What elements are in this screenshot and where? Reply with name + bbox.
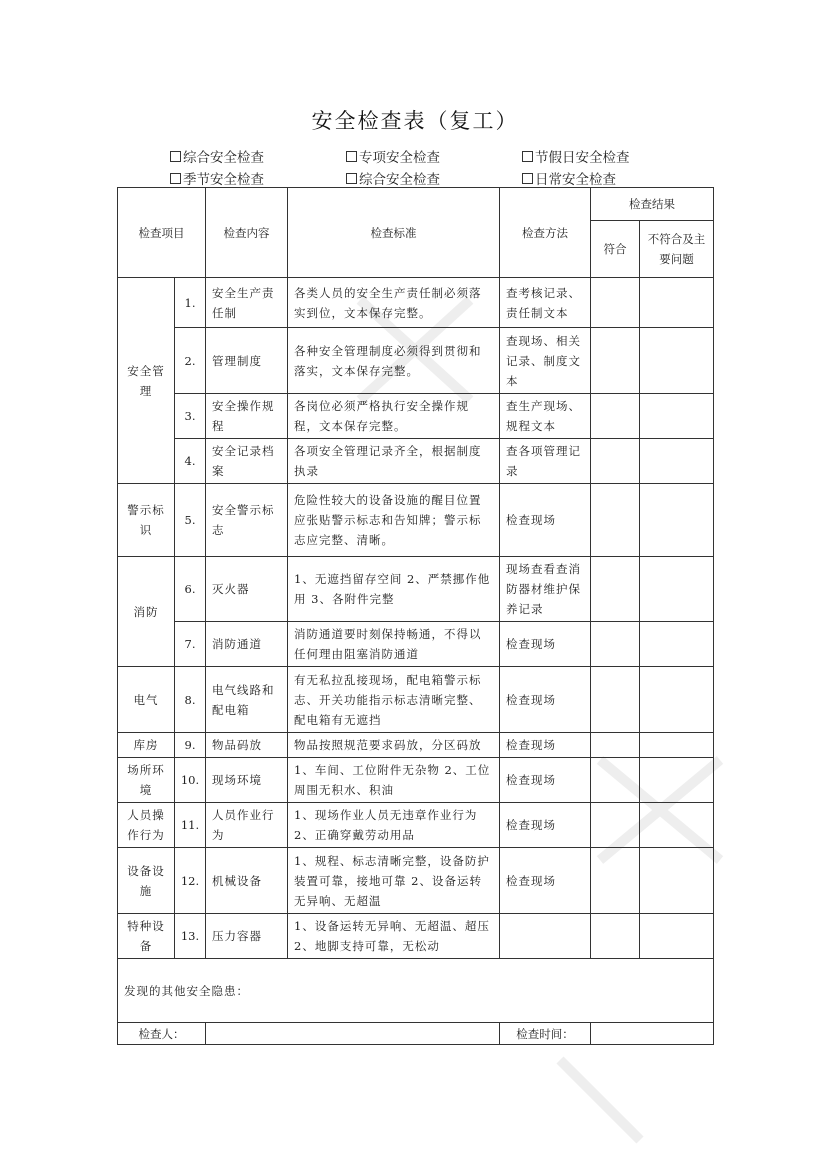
content-cell: 安全操作规程 xyxy=(206,394,288,439)
method-cell: 查考核记录、责任制文本 xyxy=(500,278,591,328)
fail-cell[interactable] xyxy=(640,484,714,557)
checkbox-icon[interactable] xyxy=(522,151,533,162)
content-cell: 灭火器 xyxy=(206,557,288,622)
category-cell: 库房 xyxy=(118,733,175,758)
header-fail: 不符合及主要问题 xyxy=(640,221,714,278)
standard-cell: 各岗位必须严格执行安全操作规程，文本保存完整。 xyxy=(288,394,500,439)
content-cell: 管理制度 xyxy=(206,328,288,394)
header-standard: 检查标准 xyxy=(288,188,500,278)
pass-cell[interactable] xyxy=(591,328,640,394)
fail-cell[interactable] xyxy=(640,439,714,484)
pass-cell[interactable] xyxy=(591,848,640,914)
content-cell: 人员作业行为 xyxy=(206,803,288,848)
standard-cell: 危险性较大的设备设施的醒目位置应张贴警示标志和告知牌；警示标志应完整、清晰。 xyxy=(288,484,500,557)
checkbox-seasonal[interactable]: 季节安全检查 xyxy=(170,168,346,188)
header-pass: 符合 xyxy=(591,221,640,278)
row-number: 11. xyxy=(175,803,206,848)
standard-cell: 1、现场作业人员无违章作业行为 2、正确穿戴劳动用品 xyxy=(288,803,500,848)
header-item: 检查项目 xyxy=(118,188,206,278)
row-number: 1. xyxy=(175,278,206,328)
standard-cell: 有无私拉乱接现场，配电箱警示标志、开关功能指示标志清晰完整、配电箱有无遮挡 xyxy=(288,667,500,733)
inspector-field[interactable] xyxy=(206,1023,500,1045)
fail-cell[interactable] xyxy=(640,733,714,758)
checkbox-daily[interactable]: 日常安全检查 xyxy=(522,168,616,188)
row-number: 5. xyxy=(175,484,206,557)
pass-cell[interactable] xyxy=(591,667,640,733)
row-number: 4. xyxy=(175,439,206,484)
other-hazards-field[interactable]: 发现的其他安全隐患： xyxy=(118,959,714,1023)
inspect-time-label: 检查时间： xyxy=(500,1023,591,1045)
signature-row xyxy=(118,1023,714,1045)
content-cell: 安全警示标志 xyxy=(206,484,288,557)
category-cell: 警示标识 xyxy=(118,484,175,557)
check-type-options xyxy=(170,145,730,189)
inspection-table xyxy=(117,187,714,1045)
category-cell: 安全管理 xyxy=(118,278,175,484)
category-cell: 场所环境 xyxy=(118,758,175,803)
fail-cell[interactable] xyxy=(640,848,714,914)
row-number: 9. xyxy=(175,733,206,758)
table-row xyxy=(118,733,714,758)
row-number: 8. xyxy=(175,667,206,733)
method-cell: 检查现场 xyxy=(500,622,591,667)
category-cell: 特种设备 xyxy=(118,914,175,959)
table-row xyxy=(118,622,714,667)
fail-cell[interactable] xyxy=(640,622,714,667)
method-cell: 检查现场 xyxy=(500,484,591,557)
fail-cell[interactable] xyxy=(640,667,714,733)
pass-cell[interactable] xyxy=(591,758,640,803)
table-row xyxy=(118,394,714,439)
fail-cell[interactable] xyxy=(640,914,714,959)
content-cell: 电气线路和配电箱 xyxy=(206,667,288,733)
content-cell: 安全生产责任制 xyxy=(206,278,288,328)
pass-cell[interactable] xyxy=(591,439,640,484)
content-cell: 消防通道 xyxy=(206,622,288,667)
standard-cell: 1、规程、标志清晰完整，设备防护装置可靠，接地可靠 2、设备运转无异响、无超温 xyxy=(288,848,500,914)
pass-cell[interactable] xyxy=(591,484,640,557)
checkbox-special[interactable]: 专项安全检查 xyxy=(346,146,522,166)
method-cell: 检查现场 xyxy=(500,733,591,758)
content-cell: 压力容器 xyxy=(206,914,288,959)
method-cell: 查现场、相关记录、制度文本 xyxy=(500,328,591,394)
row-number: 13. xyxy=(175,914,206,959)
category-cell: 人员操作行为 xyxy=(118,803,175,848)
fail-cell[interactable] xyxy=(640,758,714,803)
table-row xyxy=(118,484,714,557)
method-cell xyxy=(500,914,591,959)
row-number: 2. xyxy=(175,328,206,394)
method-cell: 检查现场 xyxy=(500,667,591,733)
standard-cell: 1、无遮挡留存空间 2、严禁挪作他用 3、各附件完整 xyxy=(288,557,500,622)
table-row xyxy=(118,557,714,622)
content-cell: 现场环境 xyxy=(206,758,288,803)
checkbox-icon[interactable] xyxy=(346,173,357,184)
inspector-label: 检查人： xyxy=(118,1023,206,1045)
standard-cell: 1、设备运转无异响、无超温、超压 2、地脚支持可靠，无松动 xyxy=(288,914,500,959)
table-row xyxy=(118,803,714,848)
table-row xyxy=(118,439,714,484)
standard-cell: 物品按照规范要求码放，分区码放 xyxy=(288,733,500,758)
fail-cell[interactable] xyxy=(640,394,714,439)
row-number: 7. xyxy=(175,622,206,667)
table-row xyxy=(118,667,714,733)
table-row xyxy=(118,328,714,394)
pass-cell[interactable] xyxy=(591,394,640,439)
header-result: 检查结果 xyxy=(591,188,714,221)
pass-cell[interactable] xyxy=(591,914,640,959)
category-cell: 设备设施 xyxy=(118,848,175,914)
checkbox-icon[interactable] xyxy=(522,173,533,184)
content-cell: 机械设备 xyxy=(206,848,288,914)
row-number: 6. xyxy=(175,557,206,622)
checkbox-holiday[interactable]: 节假日安全检查 xyxy=(522,146,630,166)
fail-cell[interactable] xyxy=(640,803,714,848)
standard-cell: 各类人员的安全生产责任制必须落实到位，文本保存完整。 xyxy=(288,278,500,328)
category-cell: 电气 xyxy=(118,667,175,733)
table-row xyxy=(118,278,714,328)
checkbox-icon[interactable] xyxy=(170,173,181,184)
row-number: 3. xyxy=(175,394,206,439)
pass-cell[interactable] xyxy=(591,803,640,848)
page-title: 安全检查表（复工） xyxy=(311,109,519,133)
method-cell: 查生产现场、规程文本 xyxy=(500,394,591,439)
standard-cell: 各种安全管理制度必须得到贯彻和落实，文本保存完整。 xyxy=(288,328,500,394)
content-cell: 物品码放 xyxy=(206,733,288,758)
checkbox-icon[interactable] xyxy=(346,151,357,162)
inspect-time-field[interactable] xyxy=(591,1023,714,1045)
row-number: 10. xyxy=(175,758,206,803)
method-cell: 检查现场 xyxy=(500,758,591,803)
fail-cell[interactable] xyxy=(640,328,714,394)
standard-cell: 消防通道要时刻保持畅通，不得以任何理由阻塞消防通道 xyxy=(288,622,500,667)
content-cell: 安全记录档案 xyxy=(206,439,288,484)
pass-cell[interactable] xyxy=(591,622,640,667)
standard-cell: 1、车间、工位附件无杂物 2、工位周围无积水、积油 xyxy=(288,758,500,803)
pass-cell[interactable] xyxy=(591,557,640,622)
method-cell: 检查现场 xyxy=(500,803,591,848)
fail-cell[interactable] xyxy=(640,278,714,328)
table-row xyxy=(118,758,714,803)
method-cell: 现场查看查消防器材维护保养记录 xyxy=(500,557,591,622)
checkbox-comprehensive-2[interactable]: 综合安全检查 xyxy=(346,168,522,188)
checkbox-comprehensive-1[interactable]: 综合安全检查 xyxy=(170,146,346,166)
standard-cell: 各项安全管理记录齐全，根据制度执录 xyxy=(288,439,500,484)
category-cell: 消防 xyxy=(118,557,175,667)
pass-cell[interactable] xyxy=(591,278,640,328)
header-content: 检查内容 xyxy=(206,188,288,278)
fail-cell[interactable] xyxy=(640,557,714,622)
checkbox-icon[interactable] xyxy=(170,151,181,162)
row-number: 12. xyxy=(175,848,206,914)
table-row xyxy=(118,914,714,959)
other-hazards-row xyxy=(118,959,714,1023)
table-row xyxy=(118,848,714,914)
method-cell: 检查现场 xyxy=(500,848,591,914)
pass-cell[interactable] xyxy=(591,733,640,758)
header-method: 检查方法 xyxy=(500,188,591,278)
method-cell: 查各项管理记录 xyxy=(500,439,591,484)
